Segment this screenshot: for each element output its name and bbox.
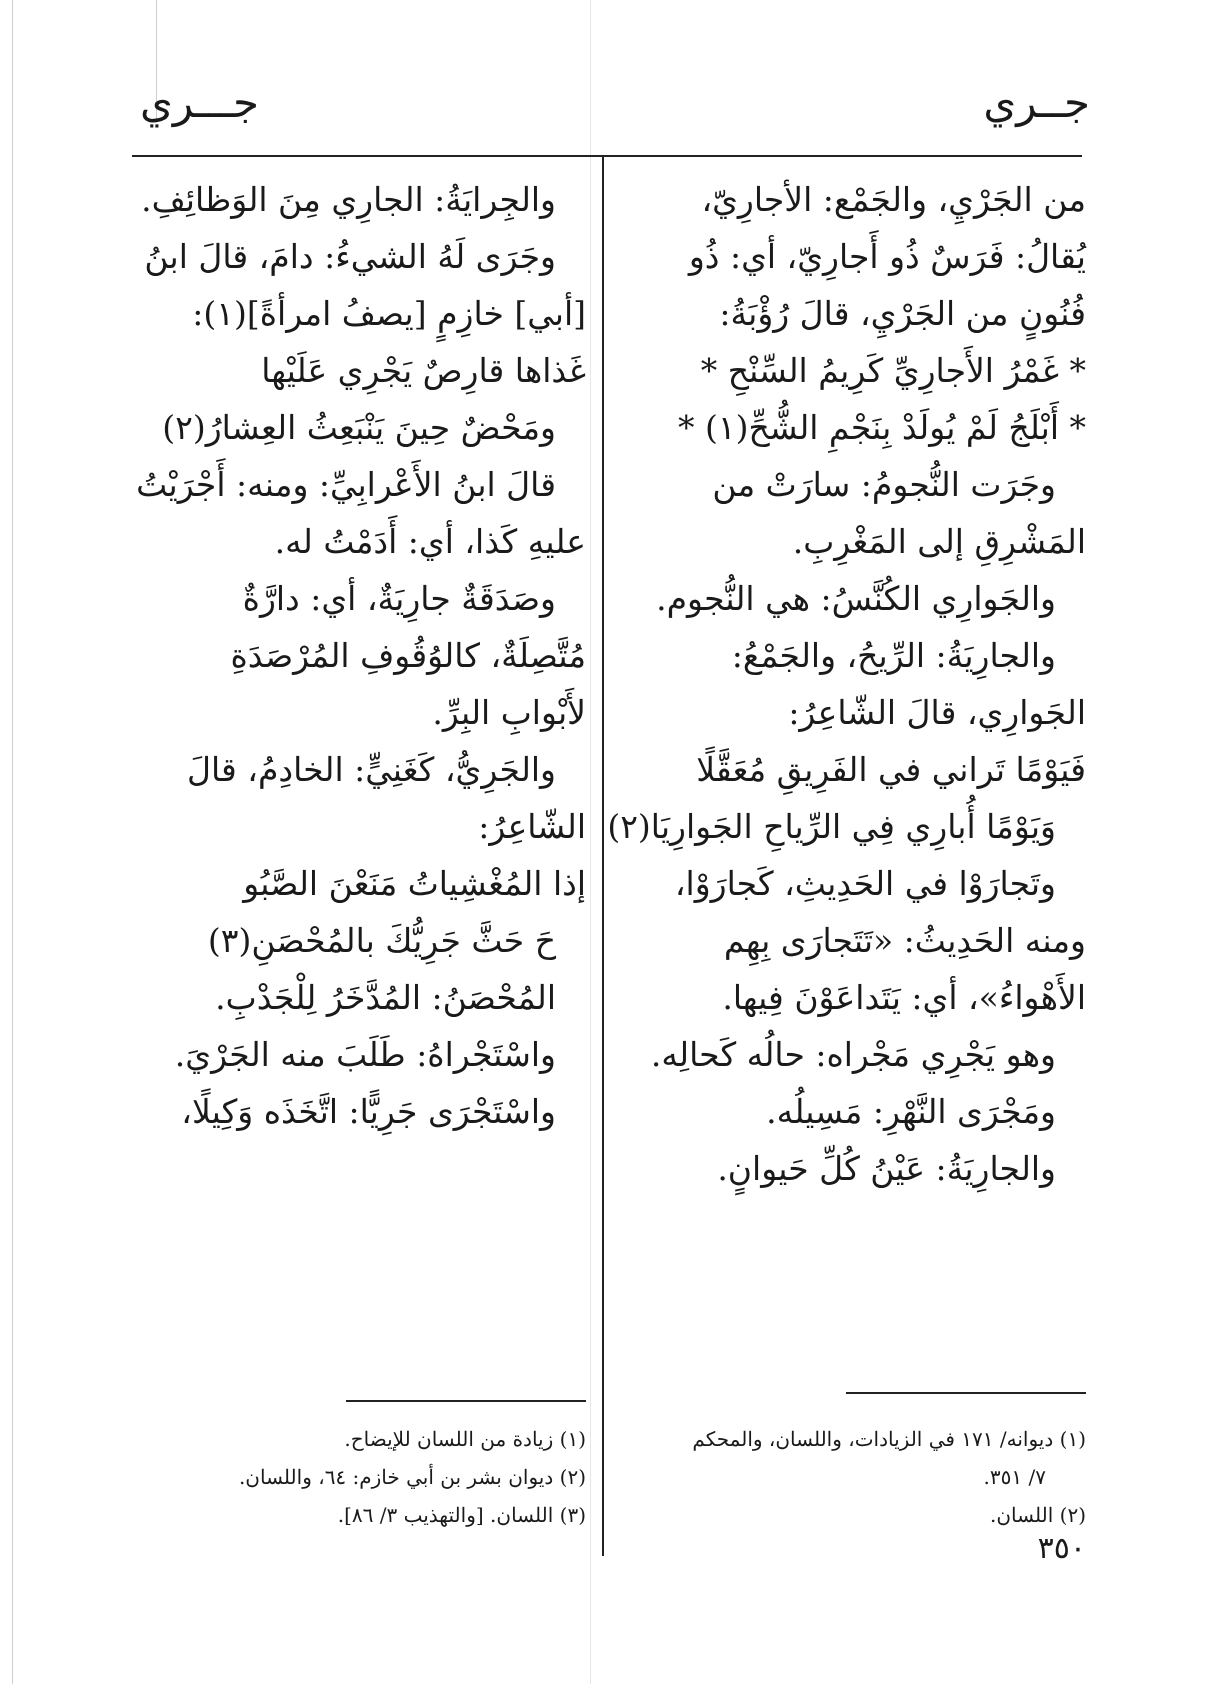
- text-line: والجارِيَةُ: الرِّيحُ، والجَمْعُ:: [731, 636, 1056, 675]
- footnotes-right: [656, 1420, 1086, 1534]
- text-line: والجَرِيُّ، كَغَنِيٍّ: الخادِمُ، قالَ: [187, 750, 556, 789]
- text-line: والجارِيَةُ: عَيْنُ كُلِّ حَيوانٍ.: [717, 1149, 1056, 1188]
- text-line: المَشْرِقِ إلى المَغْرِبِ.: [792, 522, 1086, 561]
- text-line: وجَرَى لَهُ الشيءُ: دامَ، قالَ ابنُ: [144, 237, 556, 276]
- right-column: [607, 175, 1086, 1201]
- text-line: يُقالُ: فَرَسٌ ذُو أَجارِيّ، أي: ذُو: [688, 237, 1086, 276]
- footnote-rule-right: [846, 1392, 1086, 1394]
- footnote: (٢) ديوان بشر بن أبي خازم: ٦٤، واللسان.: [238, 1465, 586, 1489]
- running-head-left: جـــري: [140, 78, 259, 127]
- left-column: [136, 175, 586, 1144]
- verse-line: * أَبْلَجُ لَمْ يُولَدْ بِنَجْمِ الشُّحِّ(١) *: [677, 408, 1086, 447]
- verse-line: ومَحْضٌ حِينَ يَنْبَعِثُ العِشارُ(٢): [162, 408, 556, 447]
- text-line: فُنُونٍ من الجَرْيِ، قالَ رُؤْبَةُ:: [719, 294, 1086, 333]
- text-line: الشّاعِرُ:: [478, 807, 586, 846]
- text-line: وهو يَجْرِي مَجْراه: حالُه كَحالِه.: [650, 1035, 1056, 1074]
- text-line: الأَهْواءُ»، أي: يَتَداعَوْنَ فِيها.: [722, 978, 1086, 1017]
- header-rule: [132, 155, 1082, 157]
- text-line: المُحْصَنُ: المُدَّخَرُ لِلْجَدْبِ.: [215, 978, 556, 1017]
- text-line: مُتَّصِلَةٌ، كالوُقُوفِ المُرْصَدَةِ: [230, 636, 586, 675]
- text-line: وتَجارَوْا في الحَدِيثِ، كَجارَوْا،: [674, 864, 1056, 903]
- text-line: قالَ ابنُ الأَعْرابِيِّ: ومنه: أَجْرَيْتُ: [136, 465, 556, 504]
- text-line: واسْتَجْراهُ: طَلَبَ منه الجَرْيَ.: [174, 1035, 556, 1074]
- footnote: (١) ديوانه/ ١٧١ في الزيادات، واللسان، والمحكم: [692, 1427, 1086, 1451]
- verse-line: وَيَوْمًا أُبارِي فِي الرِّياحِ الجَوارِيَا(٢): [607, 807, 1056, 846]
- footnote: (١) زيادة من اللسان للإيضاح.: [344, 1427, 586, 1451]
- text-line: واسْتَجْرَى جَرِيًّا: اتَّخَذَه وَكِيلًا،: [181, 1092, 556, 1131]
- text-line: والجِرايَةُ: الجارِي مِنَ الوَظائِفِ.: [141, 180, 556, 219]
- text-line: وصَدَقَةٌ جارِيَةٌ، أي: دارَّةٌ: [242, 579, 556, 618]
- text-line: والجَوارِي الكُنَّسُ: هي النُّجوم.: [656, 579, 1056, 618]
- verse-line: حَ حَثَّ جَرِيُّكَ بالمُحْصَنِ(٣): [207, 921, 556, 960]
- scan-fold-line: [590, 0, 591, 1684]
- text-line: ومنه الحَدِيثُ: «تَتَجارَى بِهِم: [723, 921, 1086, 960]
- footnote: (٢) اللسان.: [990, 1503, 1086, 1527]
- text-line: ومَجْرَى النَّهْرِ: مَسِيلُه.: [766, 1092, 1056, 1131]
- text-line: وجَرَت النُّجومُ: سارَتْ من: [712, 465, 1056, 504]
- footnote: (٣) اللسان. [والتهذيب ٣/ ٨٦].: [337, 1503, 586, 1527]
- verse-line: فَيَوْمًا تَراني في الفَرِيقِ مُعَقَّلًا: [696, 750, 1086, 789]
- verse-line: غَذاها قارِصٌ يَجْرِي عَلَيْها: [261, 351, 586, 390]
- verse-line: * غَمْرُ الأَجارِيِّ كَرِيمُ السِّنْحِ *: [700, 351, 1086, 390]
- scan-edge: [12, 0, 13, 1684]
- text-line: [أبي] خازِمٍ [يصفُ امرأةً](١):: [192, 294, 586, 333]
- page-number: ٣٥٠: [1037, 1531, 1086, 1566]
- text-line: من الجَرْيِ، والجَمْع: الأجارِيّ،: [701, 180, 1086, 219]
- column-divider: [602, 156, 604, 1556]
- footnotes-left: [146, 1420, 586, 1534]
- text-line: الجَوارِي، قالَ الشّاعِرُ:: [788, 693, 1086, 732]
- verse-line: إذا المُغْشِياتُ مَنَعْنَ الصَّبُو: [243, 864, 586, 903]
- text-line: عليهِ كَذا، أي: أَدَمْتُ له.: [274, 522, 586, 561]
- footnote-continuation: ٧/ ٣٥١.: [983, 1465, 1046, 1489]
- text-line: لأَبْوابِ البِرِّ.: [432, 693, 586, 732]
- running-head-right: جــري: [983, 78, 1090, 127]
- footnote-rule-left: [346, 1400, 586, 1402]
